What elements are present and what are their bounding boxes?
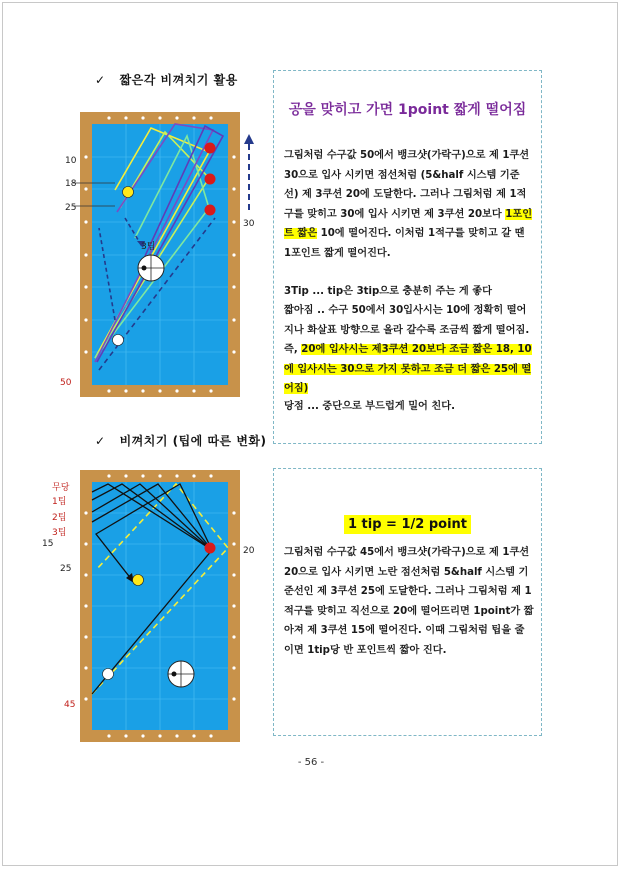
label-25b: 25 bbox=[60, 564, 72, 574]
red-ball-1 bbox=[205, 143, 216, 154]
label-45: 45 bbox=[64, 700, 76, 710]
billiard-diagram-2 bbox=[30, 462, 270, 752]
check-icon: ✓ bbox=[95, 73, 106, 87]
tip-label-1: 3팁 bbox=[141, 242, 156, 252]
paragraph-4: 당점 ... 중단으로 부드럽게 밀어 친다. bbox=[284, 401, 455, 412]
check-icon-2: ✓ bbox=[95, 434, 106, 448]
highlight-2: 20에 입사시는 제3쿠션 20보다 조금 짧은 18, 10에 입사시는 30으로 가지 못하고 조금 더 짧은 25에 떨어짐) bbox=[284, 344, 532, 394]
label-mudang: 무당 bbox=[52, 483, 70, 493]
label-18: 18 bbox=[65, 179, 77, 189]
info-box-1 bbox=[273, 70, 542, 444]
paragraph-2: 3Tip ... tip은 3tip으로 충분히 주는 게 좋다 bbox=[284, 286, 492, 297]
paragraph-3: 짧아짐 .. 수구 50에서 30입사시는 10에 정확히 떨어지나 화살표 방향으로 올라 갈수록 조금씩 짧게 떨어짐. 즉, 20에 입사시는 제3쿠션 20보다 조금 짧은 18, 10에 입사시는 30으로 가지 못하고 조금 더 짧은 25에 떨어짐) bbox=[284, 305, 532, 394]
label-25: 25 bbox=[65, 203, 77, 213]
tip-dot-1 bbox=[142, 266, 147, 271]
yellow-ball-2 bbox=[133, 575, 144, 586]
box-heading-1: 공을 맞히고 가면 1point 짧게 떨어짐 bbox=[288, 102, 527, 118]
tip-title: 1 tip = 1/2 point bbox=[274, 513, 541, 532]
side-arrowhead-1 bbox=[244, 134, 254, 144]
red-ball-3 bbox=[205, 205, 216, 216]
paragraph-1: 그림처럼 수구값 50에서 뱅크샷(가락구)으로 제 1쿠션 30으로 입사 시키면 점선처럼 (5&half 시스템 기준선) 제 3쿠션 20에 도달한다. 그러나 그림처럼 제 1적구를 맞히고 30에 입사 시키면 제 3쿠션 20보다 1포인트 짧은 10에 떨어진다. 이처럼 1적구를 맞히고 갈 땐 1포인트 짧게 떨어진다. bbox=[284, 150, 533, 259]
cue-ball-1 bbox=[113, 335, 124, 346]
cue-ball-2 bbox=[103, 669, 114, 680]
page-number: - 56 - bbox=[297, 757, 325, 768]
section-title-1 bbox=[95, 71, 238, 88]
billiard-diagram-1 bbox=[55, 100, 270, 400]
label-15: 15 bbox=[42, 539, 54, 549]
section-title-2-text: 비껴치기 (팁에 따른 변화) bbox=[119, 434, 267, 448]
label-tip3: 3팁 bbox=[52, 528, 67, 538]
label-30: 30 bbox=[243, 219, 255, 229]
section-title-2 bbox=[95, 432, 267, 449]
red-ball-2 bbox=[205, 174, 216, 185]
section-title-1-text: 짧은각 비껴치기 활용 bbox=[119, 73, 238, 87]
paragraph-5: 그림처럼 수구값 45에서 뱅크샷(가락구)으로 제 1쿠션 20으로 입사 시키면 노란 점선처럼 5&half 시스템 기준선인 제 3쿠션 25에 도달한다. 그러나 그림처럼 제 1적구를 맞히고 직선으로 20에 떨어뜨리면 1point가 짧아져 제 3쿠션 15에 떨어진다. 이때 그림처럼 팁을 줄이면 1tip당 반 포인트씩 짧아 진다. bbox=[284, 547, 534, 656]
yellow-ball-1 bbox=[123, 187, 134, 198]
label-50: 50 bbox=[60, 378, 72, 388]
label-tip2: 2팁 bbox=[52, 513, 67, 523]
label-tip1: 1팁 bbox=[52, 497, 67, 507]
label-10: 10 bbox=[65, 156, 77, 166]
label-20: 20 bbox=[243, 546, 255, 556]
tip-dot-2 bbox=[172, 672, 177, 677]
highlight-1: 1포인트 짧은 bbox=[284, 208, 533, 239]
info-box-2 bbox=[273, 468, 542, 736]
red-ball-4 bbox=[205, 543, 216, 554]
